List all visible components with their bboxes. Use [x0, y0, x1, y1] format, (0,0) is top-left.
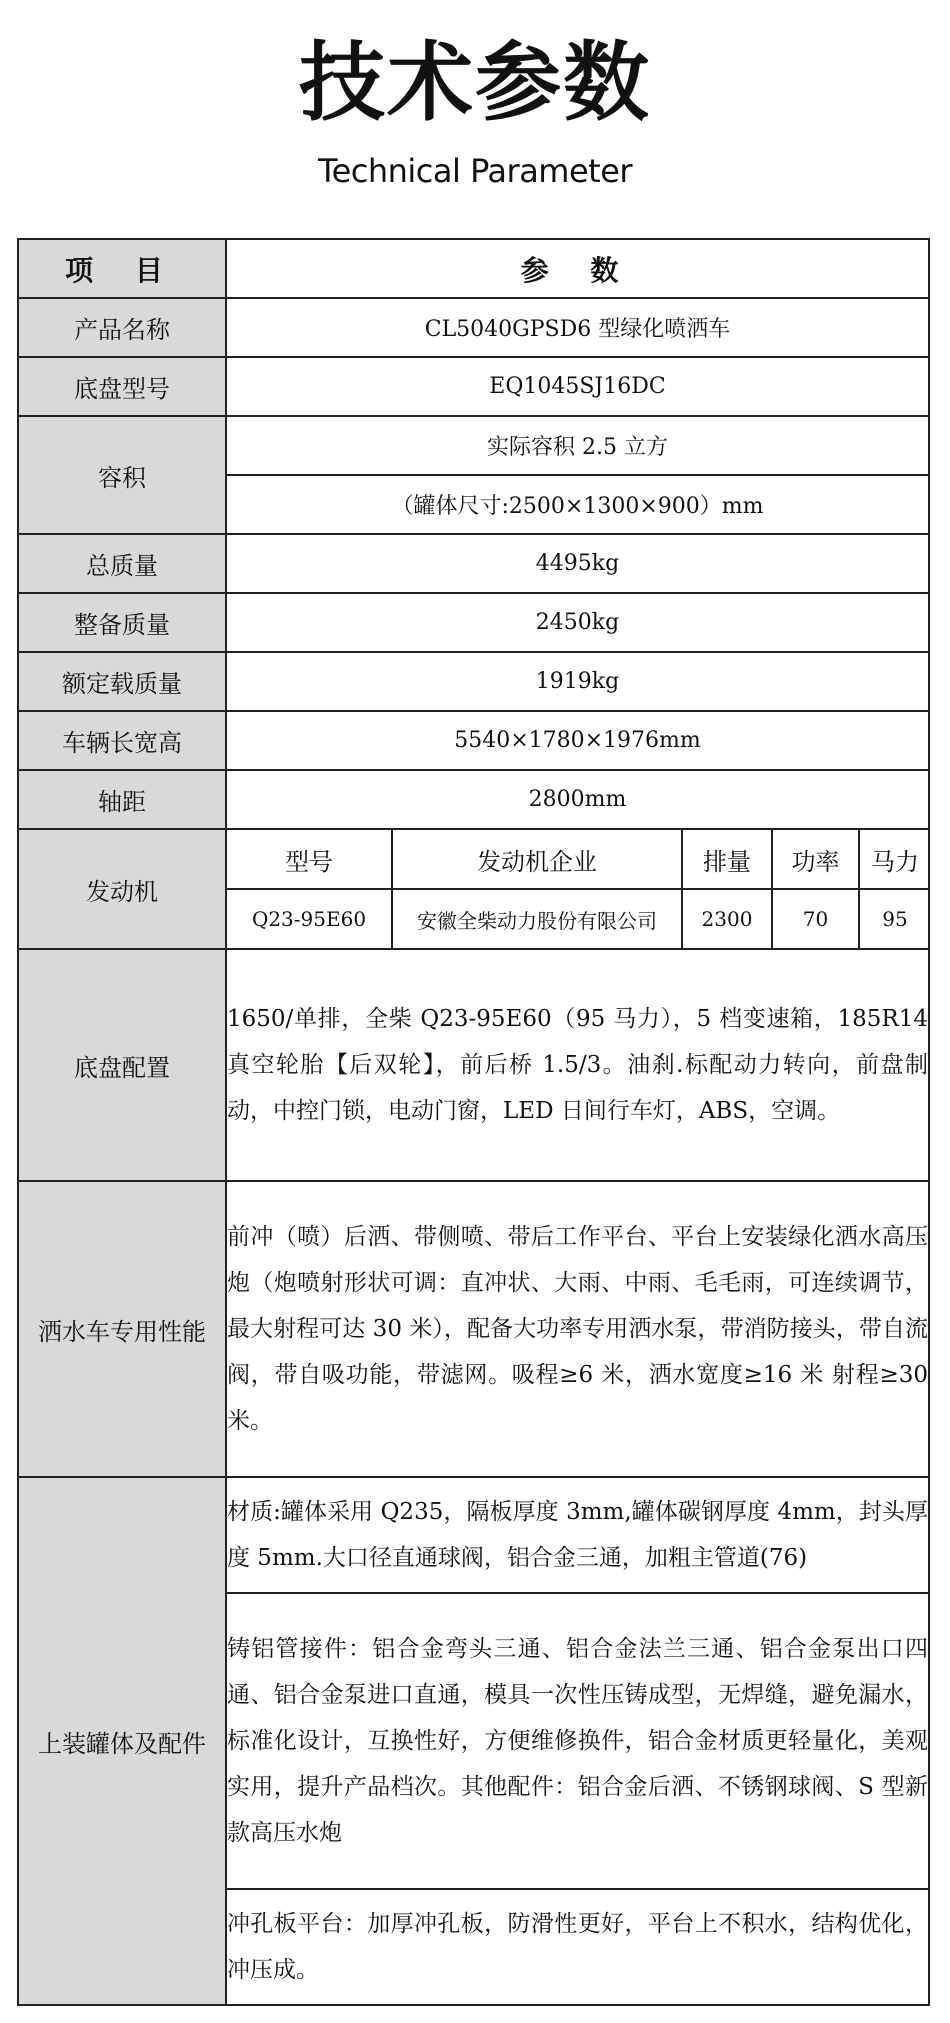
volume-value-1: 实际容积 2.5 立方 — [226, 416, 929, 475]
sprinkler-features-text: 前冲（喷）后洒、带侧喷、带后工作平台、平台上安装绿化洒水高压炮（炮喷射形状可调：直冲状、大雨、中雨、毛毛雨，可连续调节，最大射程可达 30 米），配备大功率专用洒水泵，带消防接头，带自流阀，带自吸功能，带滤网。吸程≥6 米，洒水宽度≥16 米 射程≥30 米。 — [226, 1181, 929, 1477]
wheelbase-label: 轴距 — [18, 770, 226, 829]
engine-displacement-value: 2300 — [682, 889, 772, 948]
table-row — [18, 416, 929, 475]
engine-header-displacement: 排量 — [682, 830, 772, 889]
engine-header-horsepower: 马力 — [859, 830, 930, 889]
page-subtitle: Technical Parameter — [317, 152, 633, 190]
spec-table — [17, 238, 930, 2006]
engine-header-model: 型号 — [227, 830, 392, 889]
upper-body-label: 上装罐体及配件 — [18, 1477, 226, 2005]
product-name-value: CL5040GPSD6 型绿化喷洒车 — [226, 298, 929, 357]
curb-mass-label: 整备质量 — [18, 593, 226, 652]
engine-row — [18, 829, 929, 949]
gross-mass-value: 4495kg — [226, 534, 929, 593]
engine-header-power: 功率 — [772, 830, 859, 889]
engine-power-value: 70 — [772, 889, 859, 948]
table-row — [18, 357, 929, 416]
table-header-row — [18, 239, 929, 298]
engine-subtable — [227, 830, 930, 948]
chassis-model-label: 底盘型号 — [18, 357, 226, 416]
engine-model-value: Q23-95E60 — [227, 889, 392, 948]
chassis-config-label: 底盘配置 — [18, 949, 226, 1181]
table-row — [18, 1181, 929, 1477]
engine-cell — [226, 829, 929, 949]
table-row — [18, 1477, 929, 1593]
engine-label: 发动机 — [18, 829, 226, 949]
volume-value-2: （罐体尺寸:2500×1300×900）mm — [226, 475, 929, 534]
engine-header-maker: 发动机企业 — [392, 830, 682, 889]
table-row — [18, 711, 929, 770]
rated-load-value: 1919kg — [226, 652, 929, 711]
upper-body-text-2: 铸铝管接件：铝合金弯头三通、铝合金法兰三通、铝合金泵出口四通、铝合金泵进口直通，模具一次性压铸成型，无焊缝，避免漏水，标准化设计，互换性好，方便维修换件，铝合金材质更轻量化，美观实用，提升产品档次。其他配件：铝合金后洒、不锈钢球阀、S 型新款高压水炮 — [226, 1593, 929, 1889]
table-row — [18, 770, 929, 829]
product-name-label: 产品名称 — [18, 298, 226, 357]
sprinkler-features-label: 洒水车专用性能 — [18, 1181, 226, 1477]
table-row — [18, 593, 929, 652]
engine-maker-value: 安徽全柴动力股份有限公司 — [392, 889, 682, 948]
rated-load-label: 额定载质量 — [18, 652, 226, 711]
table-row — [18, 652, 929, 711]
wheelbase-value: 2800mm — [226, 770, 929, 829]
table-row — [18, 298, 929, 357]
chassis-config-text: 1650/单排，全柴 Q23-95E60（95 马力），5 档变速箱，185R14 真空轮胎【后双轮】，前后桥 1.5/3。油刹.标配动力转向，前盘制动，中控门锁，电动门窗，LED 日间行车灯，ABS，空调。 — [226, 949, 929, 1181]
upper-body-text-1: 材质:罐体采用 Q235，隔板厚度 3mm,罐体碳钢厚度 4mm，封头厚度 5mm.大口径直通球阀，铝合金三通，加粗主管道(76) — [226, 1477, 929, 1593]
volume-label: 容积 — [18, 416, 226, 534]
engine-horsepower-value: 95 — [859, 889, 930, 948]
header-item: 项 目 — [18, 239, 226, 298]
table-row — [18, 949, 929, 1181]
header-param: 参 数 — [226, 239, 929, 298]
dimensions-value: 5540×1780×1976mm — [226, 711, 929, 770]
upper-body-text-3: 冲孔板平台：加厚冲孔板，防滑性更好，平台上不积水，结构优化，冲压成。 — [226, 1889, 929, 2005]
gross-mass-label: 总质量 — [18, 534, 226, 593]
chassis-model-value: EQ1045SJ16DC — [226, 357, 929, 416]
page-title: 技术参数 — [299, 33, 651, 133]
dimensions-label: 车辆长宽高 — [18, 711, 226, 770]
curb-mass-value: 2450kg — [226, 593, 929, 652]
table-row — [18, 534, 929, 593]
